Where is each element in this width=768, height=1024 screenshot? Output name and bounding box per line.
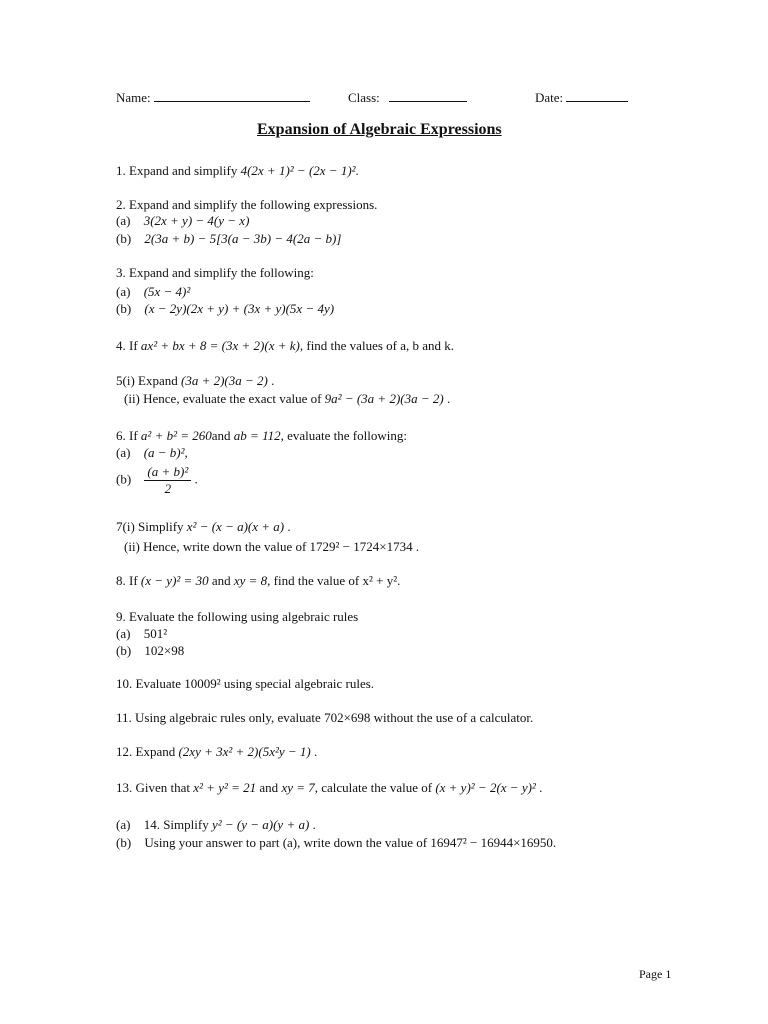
question-10 xyxy=(116,676,374,692)
q6-expression-1: a² + b² = 260 xyxy=(140,428,212,443)
q6-and: and xyxy=(211,428,231,443)
question-7-ii xyxy=(124,539,419,555)
q14-a-end: . xyxy=(312,817,316,832)
q6-text: 6. If xyxy=(116,428,138,443)
q3-part-a xyxy=(116,284,190,300)
q7-ii-end: . xyxy=(415,539,420,554)
name-label: Name: xyxy=(116,90,151,105)
q5-ii-text: (ii) Hence, evaluate the exact value of xyxy=(124,391,322,406)
q14-b-label: (b) xyxy=(116,835,132,850)
q8-text: 8. If xyxy=(116,573,138,588)
q13-mid: , calculate the value of xyxy=(314,780,433,795)
question-2: 2. Expand and simplify the following expressions. xyxy=(116,197,378,212)
q14-b-end: . xyxy=(552,835,557,850)
q7-ii-text: (ii) Hence, write down the value of xyxy=(124,539,307,554)
q3-b-expression: (x − 2y)(2x + y) + (3x + y)(5x − 4y) xyxy=(144,301,335,316)
q13-expression-2: xy = 7 xyxy=(281,780,315,795)
q11-end: without the use of a calculator. xyxy=(373,710,534,725)
question-13 xyxy=(116,780,542,796)
q6-b-label: (b) xyxy=(116,471,132,487)
q10-end: using special algebraic rules. xyxy=(223,676,375,691)
q2-a-expression: 3(2x + y) − 4(y − x) xyxy=(143,213,250,228)
q2-a-label: (a) xyxy=(116,213,131,228)
question-7-i xyxy=(116,519,291,535)
q8-expression-1: (x − y)² = 30 xyxy=(140,573,209,588)
q13-and: and xyxy=(259,780,279,795)
q12-expression: (2xy + 3x² + 2)(5x²y − 1) xyxy=(178,744,311,759)
q14-b-text: Using your answer to part (a), write down the value of xyxy=(144,835,428,850)
q14-b-expression: 16947² − 16944×16950 xyxy=(430,835,553,850)
question-1 xyxy=(116,163,359,179)
question-14-a xyxy=(116,817,316,833)
q14-a-expression: y² − (y − a)(y + a) xyxy=(211,817,310,832)
q5-i-end: . xyxy=(271,373,275,388)
q12-text: 12. Expand xyxy=(116,744,176,759)
q9-part-a xyxy=(116,626,167,642)
q6-b-end: . xyxy=(194,471,198,487)
question-8 xyxy=(116,573,400,589)
question-6 xyxy=(116,428,407,444)
question-14-b xyxy=(116,835,556,851)
question-3: 3. Expand and simplify the following: xyxy=(116,265,314,280)
q9-part-b xyxy=(116,643,184,659)
q6-expression-2: ab = 112 xyxy=(233,428,281,443)
question-11 xyxy=(116,710,533,726)
q3-part-b xyxy=(116,301,334,317)
q9-b-label: (b) xyxy=(116,643,132,658)
q2-b-expression: 2(3a + b) − 5[3(a − 3b) − 4(2a − b)] xyxy=(144,231,342,246)
q4-end: , find the values of a, b and k. xyxy=(299,338,455,353)
q7-i-text: 7(i) Simplify xyxy=(116,519,184,534)
q6-b-denominator: 2 xyxy=(164,481,172,496)
question-12 xyxy=(116,744,317,760)
q6-b-numerator: (a + b)² xyxy=(144,464,191,481)
q2-part-b xyxy=(116,231,341,247)
q13-text: 13. Given that xyxy=(116,780,191,795)
q5-i-text: 5(i) Expand xyxy=(116,373,178,388)
q1-end: . xyxy=(355,163,359,178)
q9-a-expression: 501² xyxy=(143,626,168,641)
q1-text: 1. Expand and simplify xyxy=(116,163,238,178)
class-field-row xyxy=(348,89,467,106)
q12-end: . xyxy=(314,744,318,759)
class-label: Class: xyxy=(348,90,380,105)
q3-b-label: (b) xyxy=(116,301,132,316)
q6-end: , evaluate the following: xyxy=(280,428,407,443)
q1-expression: 4(2x + 1)² − (2x − 1)² xyxy=(240,163,356,178)
question-9: 9. Evaluate the following using algebraic rules xyxy=(116,609,359,624)
q13-expression-3: (x + y)² − 2(x − y)² xyxy=(435,780,536,795)
q11-expression: 702×698 xyxy=(324,710,371,725)
q7-ii-expression: 1729² − 1724×1734 xyxy=(309,539,413,554)
question-5-ii xyxy=(124,391,450,407)
q5-ii-expression: 9a² − (3a + 2)(3a − 2) xyxy=(324,391,444,406)
q2-part-a xyxy=(116,213,249,229)
q2-b-label: (b) xyxy=(116,231,132,246)
q10-text: 10. Evaluate xyxy=(116,676,181,691)
q14-a-text: 14. Simplify xyxy=(143,817,209,832)
q7-i-end: . xyxy=(287,519,291,534)
q7-i-expression: x² − (x − a)(x + a) xyxy=(186,519,285,534)
q13-expression-1: x² + y² = 21 xyxy=(193,780,257,795)
q8-expression-2: xy = 8 xyxy=(233,573,268,588)
q6-a-expression: (a − b)², xyxy=(143,445,188,460)
date-field-row xyxy=(535,89,628,106)
q9-b-expression: 102×98 xyxy=(144,643,185,658)
q6-part-b xyxy=(116,464,198,497)
q3-a-label: (a) xyxy=(116,284,131,299)
q4-expression: ax² + bx + 8 = (3x + 2)(x + k) xyxy=(140,338,300,353)
q8-and: and xyxy=(211,573,231,588)
q10-expression: 10009² xyxy=(184,676,221,691)
q5-i-expression: (3a + 2)(3a − 2) xyxy=(180,373,268,388)
q4-text: 4. If xyxy=(116,338,138,353)
q6-part-a xyxy=(116,445,188,461)
q5-ii-end: . xyxy=(446,391,451,406)
q3-a-expression: (5x − 4)² xyxy=(143,284,191,299)
date-label: Date: xyxy=(535,90,564,105)
q9-a-label: (a) xyxy=(116,626,131,641)
page-title: Expansion of Algebraic Expressions xyxy=(257,121,502,138)
page-number: Page 1 xyxy=(639,967,672,981)
q6-b-fraction xyxy=(144,464,191,497)
date-blank[interactable] xyxy=(566,89,628,102)
q6-a-label: (a) xyxy=(116,445,131,460)
name-field-row xyxy=(116,89,310,106)
question-4 xyxy=(116,338,454,354)
name-blank[interactable] xyxy=(154,89,310,102)
q13-end: . xyxy=(539,780,543,795)
class-blank[interactable] xyxy=(389,89,467,102)
question-5-i xyxy=(116,373,274,389)
q14-a-label: (a) xyxy=(116,817,131,832)
q11-text: 11. Using algebraic rules only, evaluate xyxy=(116,710,321,725)
q8-end: , find the value of x² + y². xyxy=(267,573,401,588)
